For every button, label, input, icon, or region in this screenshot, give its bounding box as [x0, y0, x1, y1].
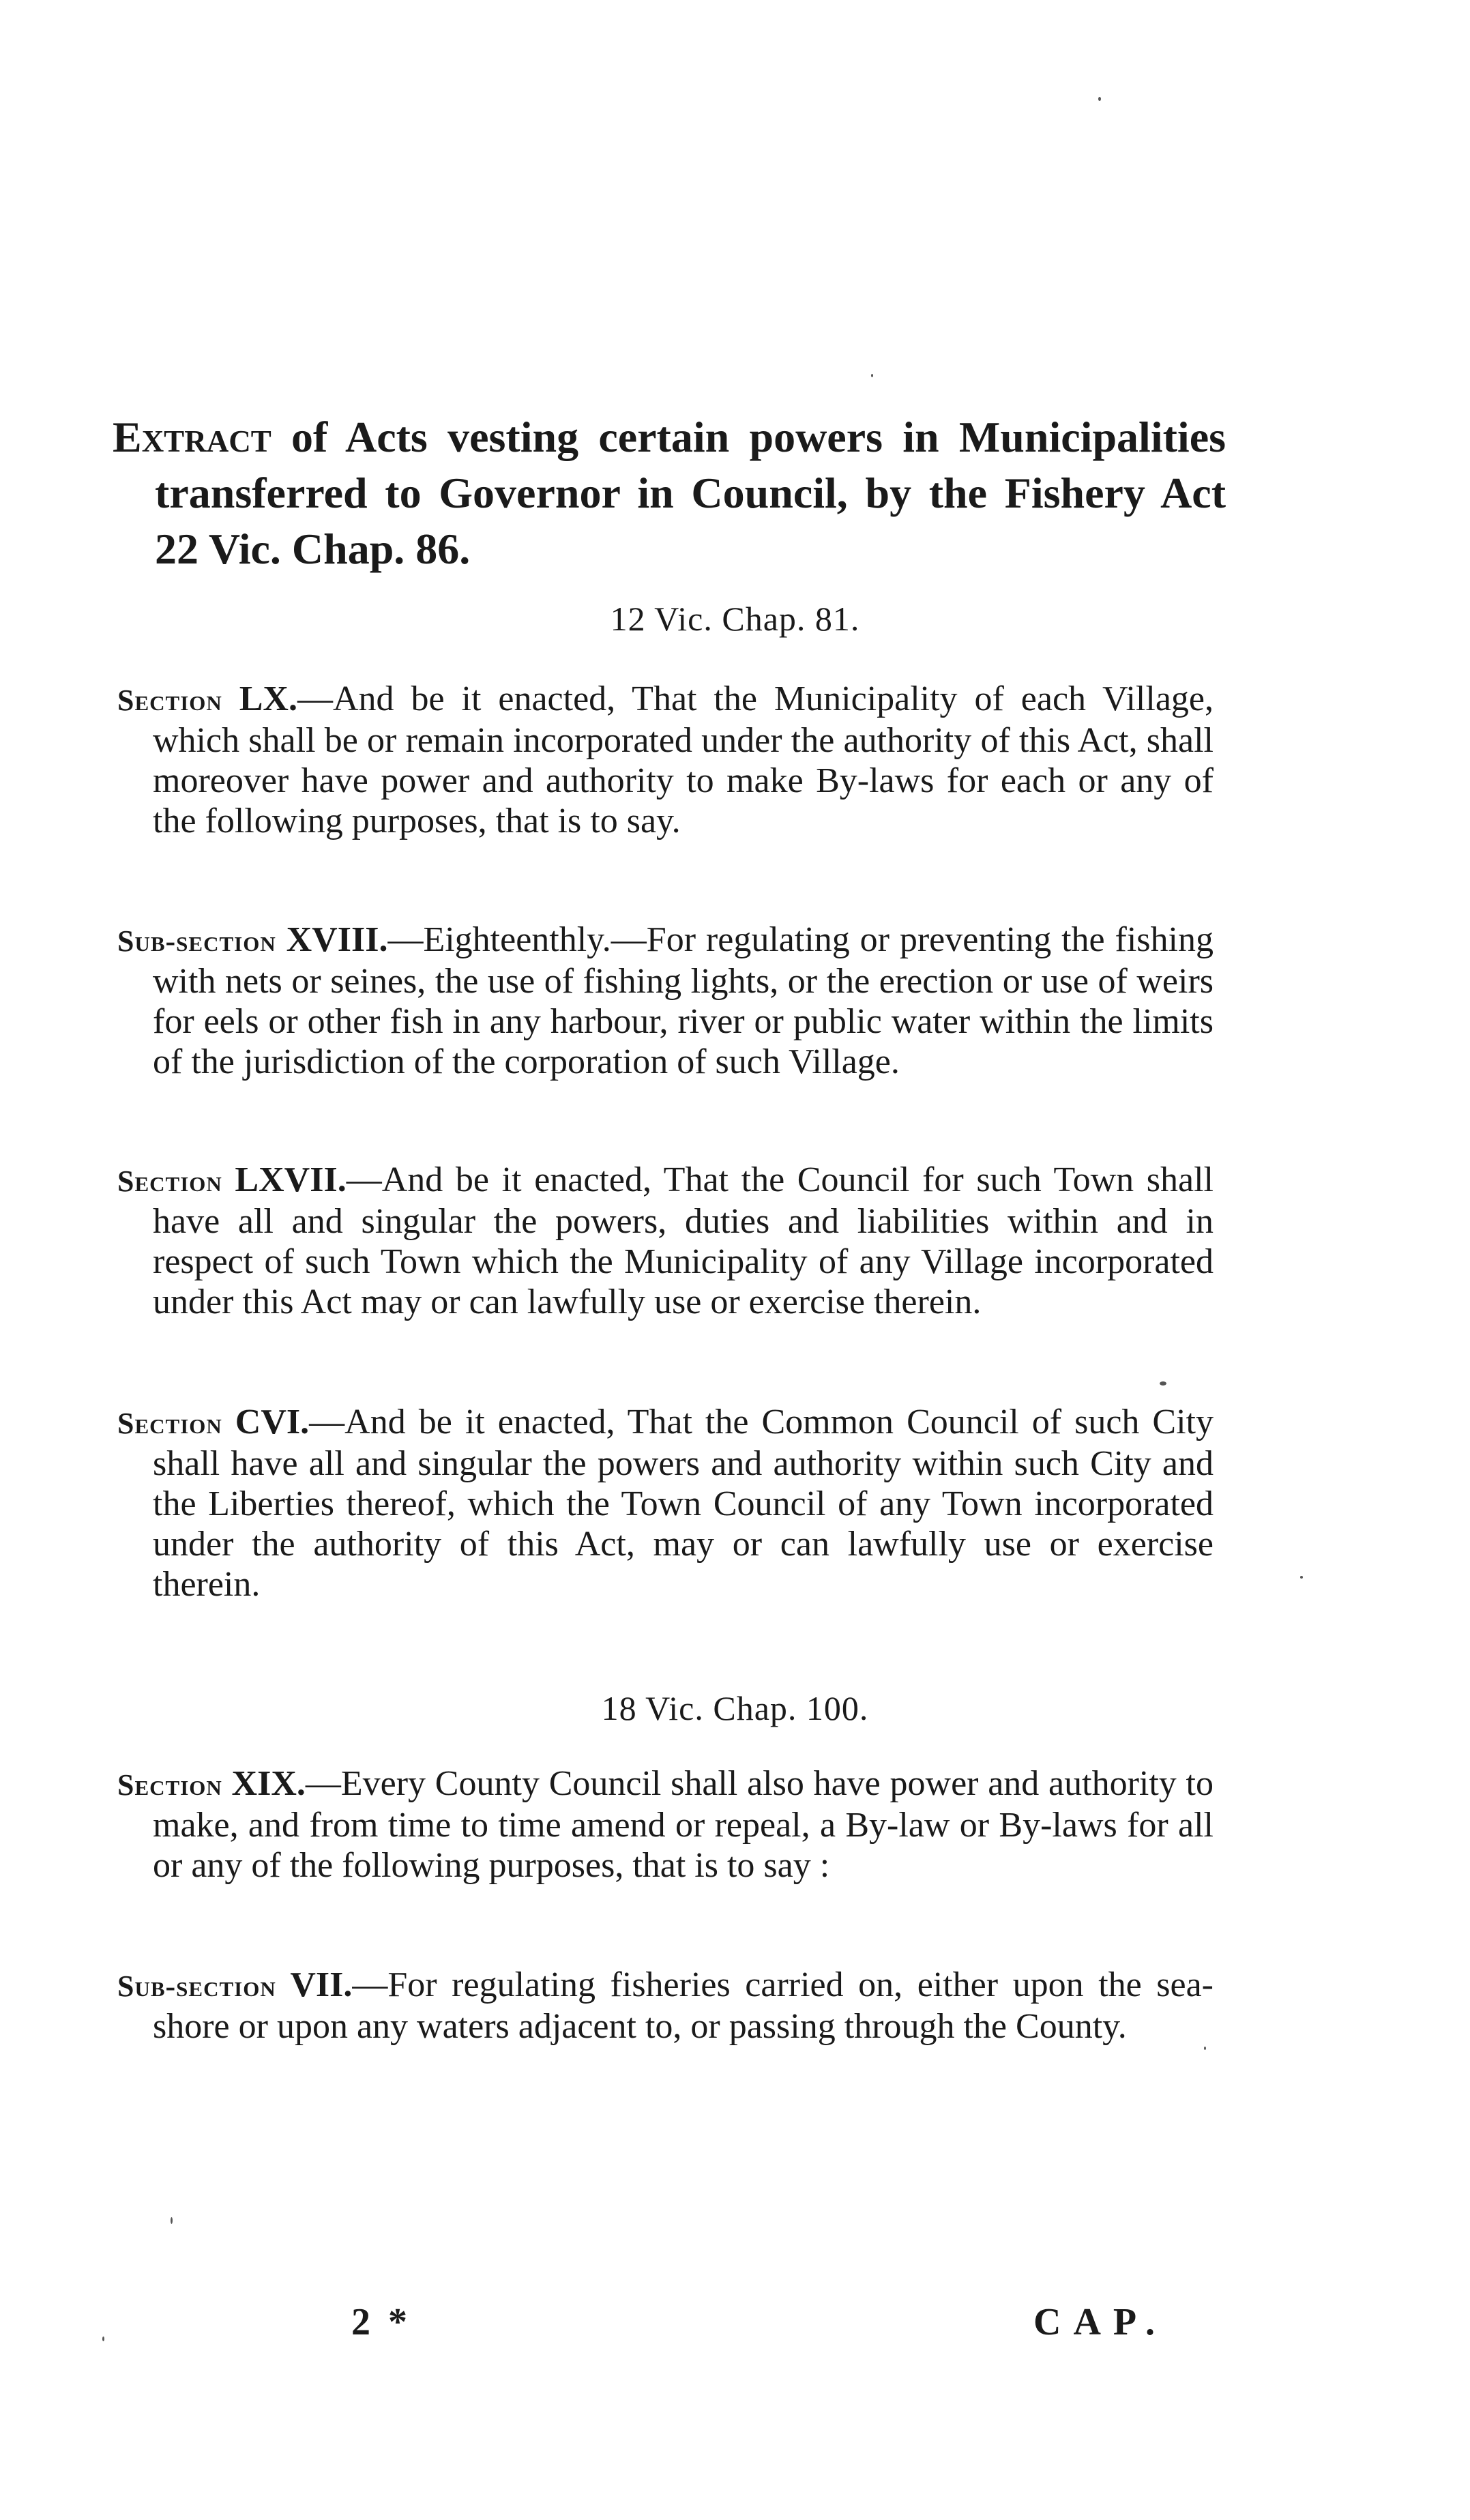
section-lead-word: Sub-section: [117, 1969, 276, 2003]
signature-mark: 2 *: [351, 2301, 411, 2343]
section-lead-word: Section: [117, 1407, 222, 1440]
scan-speck: [1160, 1381, 1166, 1386]
scan-speck: [171, 2217, 173, 2224]
section-text: —And be it enacted, That the Municipality of each Village, which shall be or remain incorporated under the authority of this Act, shall moreover have power and authority to make By-laws for each or any of the following purposes, that is to say.: [153, 679, 1214, 840]
chapter-heading-18-vic: 18 Vic. Chap. 100.: [601, 1689, 869, 1727]
chapter-heading-12-vic: 12 Vic. Chap. 81.: [610, 600, 860, 638]
section-lead-word: Section: [117, 1164, 222, 1198]
section-number: CVI.: [222, 1403, 310, 1441]
section-xix: [117, 1763, 1214, 1886]
scan-speck: [871, 374, 873, 377]
section-number: LX.: [222, 679, 297, 718]
section-text: —And be it enacted, That the Council for such Town shall have all and singular the powers, duties and liabilities within and in respect of such Town which the Municipality of any Village incorporated under this Act may or can lawfully use or exercise therein.: [153, 1160, 1214, 1321]
section-cvi: [117, 1402, 1214, 1605]
scan-speck: [1300, 1576, 1303, 1579]
section-lead-word: Section: [117, 1768, 222, 1802]
section-lx: [117, 679, 1214, 841]
page-title: [113, 409, 1226, 577]
section-text: —Every County Council shall also have power and authority to make, and from time to time amend or repeal, a By-law or By-laws for all or any of the following purposes, that is to say :: [153, 1764, 1214, 1885]
section-text: —Eighteenthly.—For regulating or preventing the fishing with nets or seines, the use of fishing lights, or the erection or use of weirs for eels or other fish in any harbour, river or public water within the limits of the jurisdiction of the corporation of such Village.: [153, 920, 1214, 1081]
title-lead-word: Extract: [113, 413, 271, 461]
section-lxvii: [117, 1160, 1214, 1322]
section-number: XIX.: [222, 1764, 306, 1803]
scan-speck: [1204, 2047, 1206, 2050]
section-number: LXVII.: [222, 1160, 347, 1199]
section-text: —For regulating fisheries carried on, either upon the sea-shore or upon any waters adjacent to, or passing through the County.: [153, 1965, 1214, 2046]
section-text: —And be it enacted, That the Common Council of such City shall have all and singular the powers and authority within such City and the Liberties thereof, which the Town Council of any Town incorporated under the authority of this Act, may or can lawfully use or exercise therein.: [153, 1403, 1214, 1604]
section-lead-word: Sub-section: [117, 924, 276, 958]
subsection-vii: [117, 1965, 1214, 2047]
subsection-xviii: [117, 920, 1214, 1082]
title-text: of Acts vesting certain powers in Municipalities transferred to Governor in Council, by the Fishery Act 22 Vic. Chap. 86.: [155, 413, 1226, 573]
catchword: CAP.: [1033, 2301, 1167, 2343]
section-number: XVIII.: [276, 920, 388, 959]
scan-speck: [1098, 97, 1101, 101]
section-lead-word: Section: [117, 684, 222, 717]
scan-speck: [102, 2336, 104, 2341]
section-number: VII.: [276, 1965, 353, 2004]
